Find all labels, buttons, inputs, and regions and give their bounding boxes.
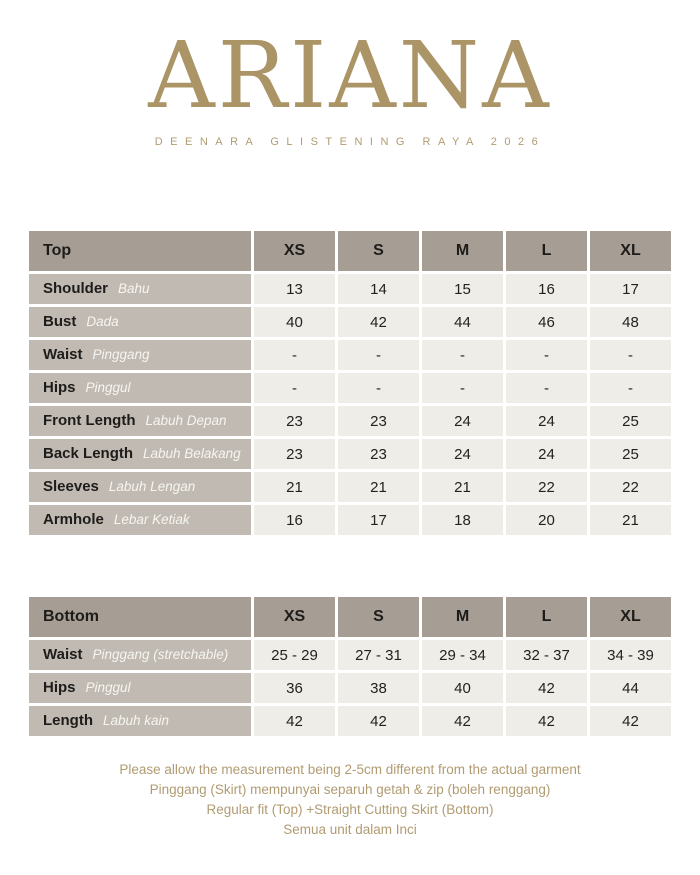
table-row-hips: [29, 373, 671, 403]
table-row-back-length: [29, 439, 671, 469]
top-table-title: Top: [29, 231, 251, 271]
value-cell: 42: [254, 706, 335, 736]
value-cell: 23: [254, 406, 335, 436]
size-header-xl: XL: [590, 597, 671, 637]
row-label-waist: [29, 340, 251, 370]
measurement-label: Waist: [43, 346, 83, 363]
bottom-size-table: [26, 594, 674, 739]
measurement-translation: Labuh Belakang: [143, 446, 241, 461]
measurement-translation: Labuh kain: [103, 713, 170, 728]
value-cell: -: [422, 373, 503, 403]
value-cell: -: [506, 373, 587, 403]
value-cell: 38: [338, 673, 419, 703]
value-cell: 14: [338, 274, 419, 304]
measurement-translation: Dada: [86, 314, 119, 329]
row-label-waist-bottom: [29, 640, 251, 670]
row-label-bust: [29, 307, 251, 337]
measurement-translation: Pinggul: [85, 380, 131, 395]
measurement-label: Sleeves: [43, 478, 99, 495]
measurement-translation: Pinggang (stretchable): [92, 647, 229, 662]
value-cell: -: [254, 373, 335, 403]
value-cell: 32 - 37: [506, 640, 587, 670]
measurement-label: Bust: [43, 313, 77, 330]
size-header-l: L: [506, 597, 587, 637]
note-skirt-waistband: Pinggang (Skirt) mempunyai separuh getah & zip (boleh renggang): [149, 782, 551, 797]
table-row-hips-bottom: [29, 673, 671, 703]
measurement-label: Armhole: [43, 511, 104, 528]
value-cell: -: [338, 340, 419, 370]
value-cell: 27 - 31: [338, 640, 419, 670]
value-cell: 21: [422, 472, 503, 502]
value-cell: 42: [506, 673, 587, 703]
measurement-translation: Pinggang: [92, 347, 150, 362]
note-measurement-tolerance: Please allow the measurement being 2-5cm different from the actual garment: [119, 762, 581, 777]
measurement-translation: Pinggul: [85, 680, 131, 695]
value-cell: 17: [338, 505, 419, 535]
value-cell: 16: [506, 274, 587, 304]
value-cell: 34 - 39: [590, 640, 671, 670]
value-cell: 24: [422, 406, 503, 436]
value-cell: 25: [590, 406, 671, 436]
value-cell: 23: [338, 439, 419, 469]
row-label-front-length: [29, 406, 251, 436]
row-label-back-length: [29, 439, 251, 469]
value-cell: 16: [254, 505, 335, 535]
value-cell: 22: [590, 472, 671, 502]
value-cell: 21: [254, 472, 335, 502]
value-cell: -: [422, 340, 503, 370]
measurement-translation: Labuh Depan: [145, 413, 227, 428]
value-cell: -: [254, 340, 335, 370]
value-cell: 17: [590, 274, 671, 304]
row-label-shoulder: [29, 274, 251, 304]
row-label-hips: [29, 373, 251, 403]
note-fit-description: Regular fit (Top) +Straight Cutting Skirt (Bottom): [206, 802, 494, 817]
value-cell: -: [338, 373, 419, 403]
value-cell: 46: [506, 307, 587, 337]
value-cell: 15: [422, 274, 503, 304]
row-label-armhole: [29, 505, 251, 535]
value-cell: -: [590, 373, 671, 403]
row-label-sleeves: [29, 472, 251, 502]
table-row-bust: [29, 307, 671, 337]
top-size-table: [26, 228, 674, 538]
size-header-xl: XL: [590, 231, 671, 271]
measurement-label: Back Length: [43, 445, 134, 462]
size-header-l: L: [506, 231, 587, 271]
value-cell: 36: [254, 673, 335, 703]
size-header-m: M: [422, 597, 503, 637]
value-cell: -: [506, 340, 587, 370]
measurement-label: Length: [43, 712, 93, 729]
value-cell: 13: [254, 274, 335, 304]
row-label-length-bottom: [29, 706, 251, 736]
bottom-table-header-row: [29, 597, 671, 637]
brand-header: [0, 22, 700, 148]
measurement-label: Front Length: [43, 412, 136, 429]
table-row-length-bottom: [29, 706, 671, 736]
size-header-xs: XS: [254, 597, 335, 637]
measurement-translation: Labuh Lengan: [108, 479, 196, 494]
value-cell: 23: [338, 406, 419, 436]
row-label-hips-bottom: [29, 673, 251, 703]
collection-subtitle: DEENARA GLISTENING RAYA 2026: [154, 136, 546, 148]
value-cell: 42: [422, 706, 503, 736]
footer-notes: [0, 760, 700, 840]
value-cell: 22: [506, 472, 587, 502]
size-header-s: S: [338, 597, 419, 637]
value-cell: 20: [506, 505, 587, 535]
table-row-waist-bottom: [29, 640, 671, 670]
measurement-translation: Bahu: [118, 281, 150, 296]
measurement-label: Hips: [43, 379, 76, 396]
value-cell: 25 - 29: [254, 640, 335, 670]
value-cell: -: [590, 340, 671, 370]
value-cell: 25: [590, 439, 671, 469]
value-cell: 29 - 34: [422, 640, 503, 670]
note-units: Semua unit dalam Inci: [283, 822, 417, 837]
table-row-sleeves: [29, 472, 671, 502]
top-table-header-row: [29, 231, 671, 271]
table-row-front-length: [29, 406, 671, 436]
measurement-label: Waist: [43, 646, 83, 663]
value-cell: 42: [338, 307, 419, 337]
value-cell: 42: [506, 706, 587, 736]
measurement-label: Shoulder: [43, 280, 109, 297]
value-cell: 21: [338, 472, 419, 502]
value-cell: 48: [590, 307, 671, 337]
value-cell: 40: [422, 673, 503, 703]
value-cell: 42: [338, 706, 419, 736]
measurement-translation: Lebar Ketiak: [113, 512, 190, 527]
value-cell: 23: [254, 439, 335, 469]
size-header-s: S: [338, 231, 419, 271]
value-cell: 42: [590, 706, 671, 736]
value-cell: 18: [422, 505, 503, 535]
brand-title: ARIANA: [148, 22, 552, 129]
value-cell: 44: [590, 673, 671, 703]
table-row-shoulder: [29, 274, 671, 304]
bottom-table-title: Bottom: [29, 597, 251, 637]
value-cell: 24: [506, 406, 587, 436]
value-cell: 21: [590, 505, 671, 535]
value-cell: 24: [422, 439, 503, 469]
value-cell: 24: [506, 439, 587, 469]
table-row-armhole: [29, 505, 671, 535]
size-header-m: M: [422, 231, 503, 271]
table-row-waist: [29, 340, 671, 370]
value-cell: 40: [254, 307, 335, 337]
value-cell: 44: [422, 307, 503, 337]
size-header-xs: XS: [254, 231, 335, 271]
measurement-label: Hips: [43, 679, 76, 696]
